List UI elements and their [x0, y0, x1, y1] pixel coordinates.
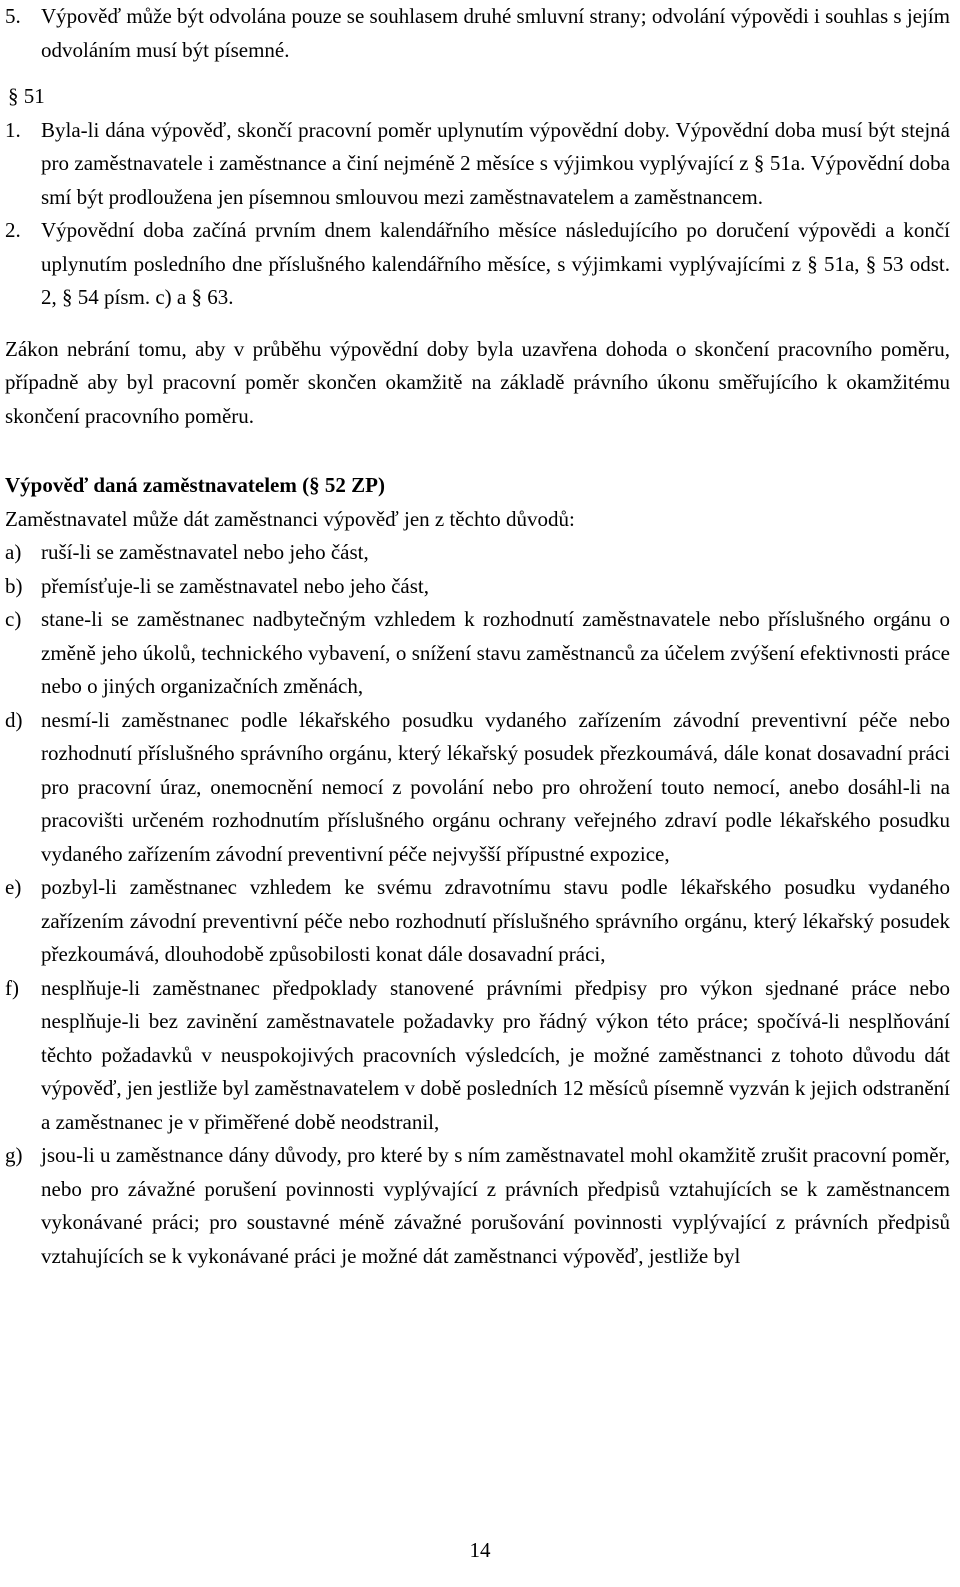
list-item-a	[5, 536, 950, 570]
list-item-text: pozbyl-li zaměstnanec vzhledem ke svému zdravotnímu stavu podle lékařského posudku vydaného zařízením závodní preventivní péče nebo rozhodnutí příslušného správního orgánu, který lékařský posudek přezkoumává, dlouhodobě způsobilosti konat dále dosavadní práci,	[41, 875, 950, 966]
list-marker: 1.	[5, 117, 21, 142]
list-marker: e)	[5, 875, 22, 899]
body-paragraph: Zákon nebrání tomu, aby v průběhu výpovědní doby byla uzavřena dohoda o skončení pracovního poměru, případně aby byl pracovní poměr skončen okamžitě na základě právního úkonu směřujícího k okamžitému skončení pracovního poměru.	[5, 336, 950, 428]
list-item-g	[5, 1139, 950, 1273]
list-marker: b)	[5, 573, 23, 598]
list-item-text: nesplňuje-li zaměstnanec předpoklady stanovené právními předpisy pro výkon sjednané práce nebo nesplňuje-li bez zavinění zaměstnavatele požadavky pro řádný výkon této práce; spočívá-li nesplňování těchto požadavků v neuspokojivých pracovních výsledcích, je možné zaměstnanci z tohoto důvodu dát výpověď, jen jestliže byl zaměstnavatelem v době posledních 12 měsíců písemně vyzván k jejich odstranění a zaměstnanec je v přiměřené době neodstranil,	[41, 975, 950, 1134]
list-marker: f)	[5, 975, 19, 1000]
document-page	[5, 0, 950, 1273]
list-item-b	[5, 570, 950, 604]
list-item-text: ruší-li se zaměstnavatel nebo jeho část,	[41, 540, 369, 564]
section-heading: Výpověď daná zaměstnavatelem (§ 52 ZP)	[5, 473, 385, 497]
list-item-text: Výpovědní doba začíná prvním dnem kalendářního měsíce následujícího po doručení výpovědi a končí uplynutím posledního dne příslušného kalendářního měsíce, s výjimkami vyplývajícími z § 51a, § 53 odst. 2, § 54 písm. c) a § 63.	[41, 218, 950, 309]
list-item-c	[5, 603, 950, 704]
page-number: 14	[469, 1538, 491, 1562]
list-marker: d)	[5, 707, 23, 732]
list-item-text: jsou-li u zaměstnance dány důvody, pro které by s ním zaměstnavatel mohl okamžitě zrušit pracovní poměr, nebo pro závažné porušení povinnosti vyplývající z právních předpisů vztahujících se k zaměstnancem vykonávané práci; pro soustavné méně závažné porušování povinnosti vyplývající z právních předpisů vztahujících se k vykonávané práci je možné dát zaměstnanci výpověď, jestliže byl	[41, 1143, 950, 1268]
list-marker: g)	[5, 1143, 23, 1167]
list-item-d	[5, 704, 950, 872]
list-item-text: přemísťuje-li se zaměstnavatel nebo jeho část,	[41, 573, 429, 598]
list-marker: 5.	[5, 4, 21, 28]
list-item-f	[5, 972, 950, 1140]
list-item-e	[5, 871, 950, 972]
list-item-point-5	[5, 0, 950, 67]
section-51-label: § 51	[8, 84, 45, 108]
section-intro: Zaměstnavatel může dát zaměstnanci výpověď jen z těchto důvodů:	[5, 506, 575, 531]
list-marker: c)	[5, 607, 22, 631]
list-marker: 2.	[5, 218, 21, 242]
list-item-51-1	[5, 114, 950, 215]
list-item-text: nesmí-li zaměstnanec podle lékařského posudku vydaného zařízením závodní preventivní péče nebo rozhodnutí příslušného správního orgánu, který lékařský posudek přezkoumává, dále konat dosavadní práci pro pracovní úraz, onemocnění nemocí z povolání nebo pro ohrožení touto nemocí, anebo dosáhl-li na pracovišti určeném rozhodnutím příslušného orgánu ochrany veřejného zdraví podle lékařského posudku vydaného zařízením závodní preventivní péče nejvyšší přípustné expozice,	[41, 707, 950, 866]
list-item-text: Výpověď může být odvolána pouze se souhlasem druhé smluvní strany; odvolání výpovědi i souhlas s jejím odvoláním musí být písemné.	[41, 4, 950, 62]
list-item-text: Byla-li dána výpověď, skončí pracovní poměr uplynutím výpovědní doby. Výpovědní doba musí být stejná pro zaměstnavatele i zaměstnance a činí nejméně 2 měsíce s výjimkou vyplývající z § 51a. Výpovědní doba smí být prodloužena jen písemnou smlouvou mezi zaměstnavatelem a zaměstnancem.	[41, 117, 950, 209]
list-item-text: stane-li se zaměstnanec nadbytečným vzhledem k rozhodnutí zaměstnavatele nebo příslušného orgánu o změně jeho úkolů, technického vybavení, o snížení stavu zaměstnanců za účelem zvýšení efektivnosti práce nebo o jiných organizačních změnách,	[41, 607, 950, 698]
list-item-51-2	[5, 214, 950, 315]
list-marker: a)	[5, 540, 22, 564]
